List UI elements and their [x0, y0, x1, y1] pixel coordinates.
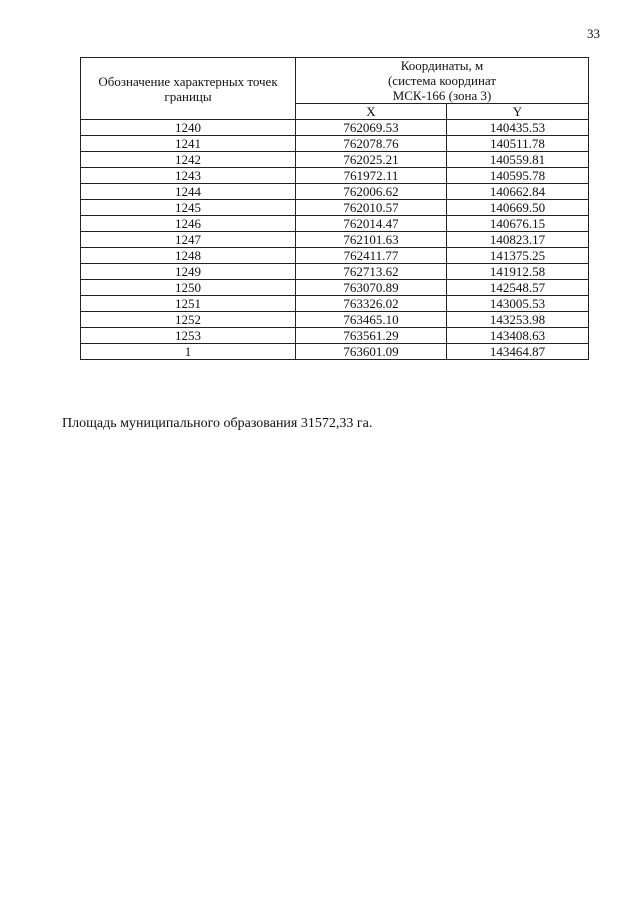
header-coordinates-line-1: Координаты, м [400, 58, 484, 73]
y-cell: 141375.25 [447, 248, 589, 264]
x-cell: 763326.02 [296, 296, 447, 312]
header-coordinates-line-3: МСК-166 (зона 3) [392, 88, 492, 103]
table-row [81, 200, 589, 216]
y-cell: 140435.53 [447, 120, 589, 136]
x-cell: 761972.11 [296, 168, 447, 184]
point-cell: 1 [81, 344, 296, 360]
y-cell: 140823.17 [447, 232, 589, 248]
point-cell: 1244 [81, 184, 296, 200]
x-cell: 762078.76 [296, 136, 447, 152]
table-row [81, 232, 589, 248]
table-row [81, 312, 589, 328]
y-cell: 143408.63 [447, 328, 589, 344]
table-body [81, 120, 589, 360]
table-row [81, 120, 589, 136]
y-cell: 140511.78 [447, 136, 589, 152]
y-cell: 141912.58 [447, 264, 589, 280]
table-row [81, 296, 589, 312]
point-cell: 1251 [81, 296, 296, 312]
point-cell: 1246 [81, 216, 296, 232]
y-cell: 140662.84 [447, 184, 589, 200]
table-row [81, 184, 589, 200]
point-cell: 1240 [81, 120, 296, 136]
header-coordinates-line-2: (система координат [387, 73, 497, 88]
x-cell: 763601.09 [296, 344, 447, 360]
page-number: 33 [587, 26, 600, 41]
x-cell: 762713.62 [296, 264, 447, 280]
y-cell: 140669.50 [447, 200, 589, 216]
header-point-designation: Обозначение характерных точек границы [81, 58, 296, 120]
y-cell: 142548.57 [447, 280, 589, 296]
y-cell: 140595.78 [447, 168, 589, 184]
point-cell: 1250 [81, 280, 296, 296]
y-cell: 140676.15 [447, 216, 589, 232]
x-cell: 762010.57 [296, 200, 447, 216]
x-cell: 762006.62 [296, 184, 447, 200]
point-cell: 1245 [81, 200, 296, 216]
y-cell: 143253.98 [447, 312, 589, 328]
x-cell: 762411.77 [296, 248, 447, 264]
table-row [81, 328, 589, 344]
table-row [81, 136, 589, 152]
coordinates-table [80, 57, 589, 360]
header-coordinates [296, 58, 589, 104]
point-cell: 1247 [81, 232, 296, 248]
point-cell: 1243 [81, 168, 296, 184]
x-cell: 762069.53 [296, 120, 447, 136]
point-cell: 1241 [81, 136, 296, 152]
table-row [81, 264, 589, 280]
table-row [81, 344, 589, 360]
y-cell: 140559.81 [447, 152, 589, 168]
table-row [81, 168, 589, 184]
x-cell: 762025.21 [296, 152, 447, 168]
x-cell: 763561.29 [296, 328, 447, 344]
x-cell: 762014.47 [296, 216, 447, 232]
point-cell: 1252 [81, 312, 296, 328]
point-cell: 1253 [81, 328, 296, 344]
table-row [81, 216, 589, 232]
x-cell: 762101.63 [296, 232, 447, 248]
table-row [81, 280, 589, 296]
header-y: Y [447, 104, 589, 120]
area-statement: Площадь муниципального образования 31572,33 га. [62, 416, 373, 431]
x-cell: 763070.89 [296, 280, 447, 296]
y-cell: 143005.53 [447, 296, 589, 312]
table-row [81, 152, 589, 168]
table-row [81, 248, 589, 264]
x-cell: 763465.10 [296, 312, 447, 328]
header-x: X [296, 104, 447, 120]
point-cell: 1242 [81, 152, 296, 168]
point-cell: 1249 [81, 264, 296, 280]
point-cell: 1248 [81, 248, 296, 264]
y-cell: 143464.87 [447, 344, 589, 360]
